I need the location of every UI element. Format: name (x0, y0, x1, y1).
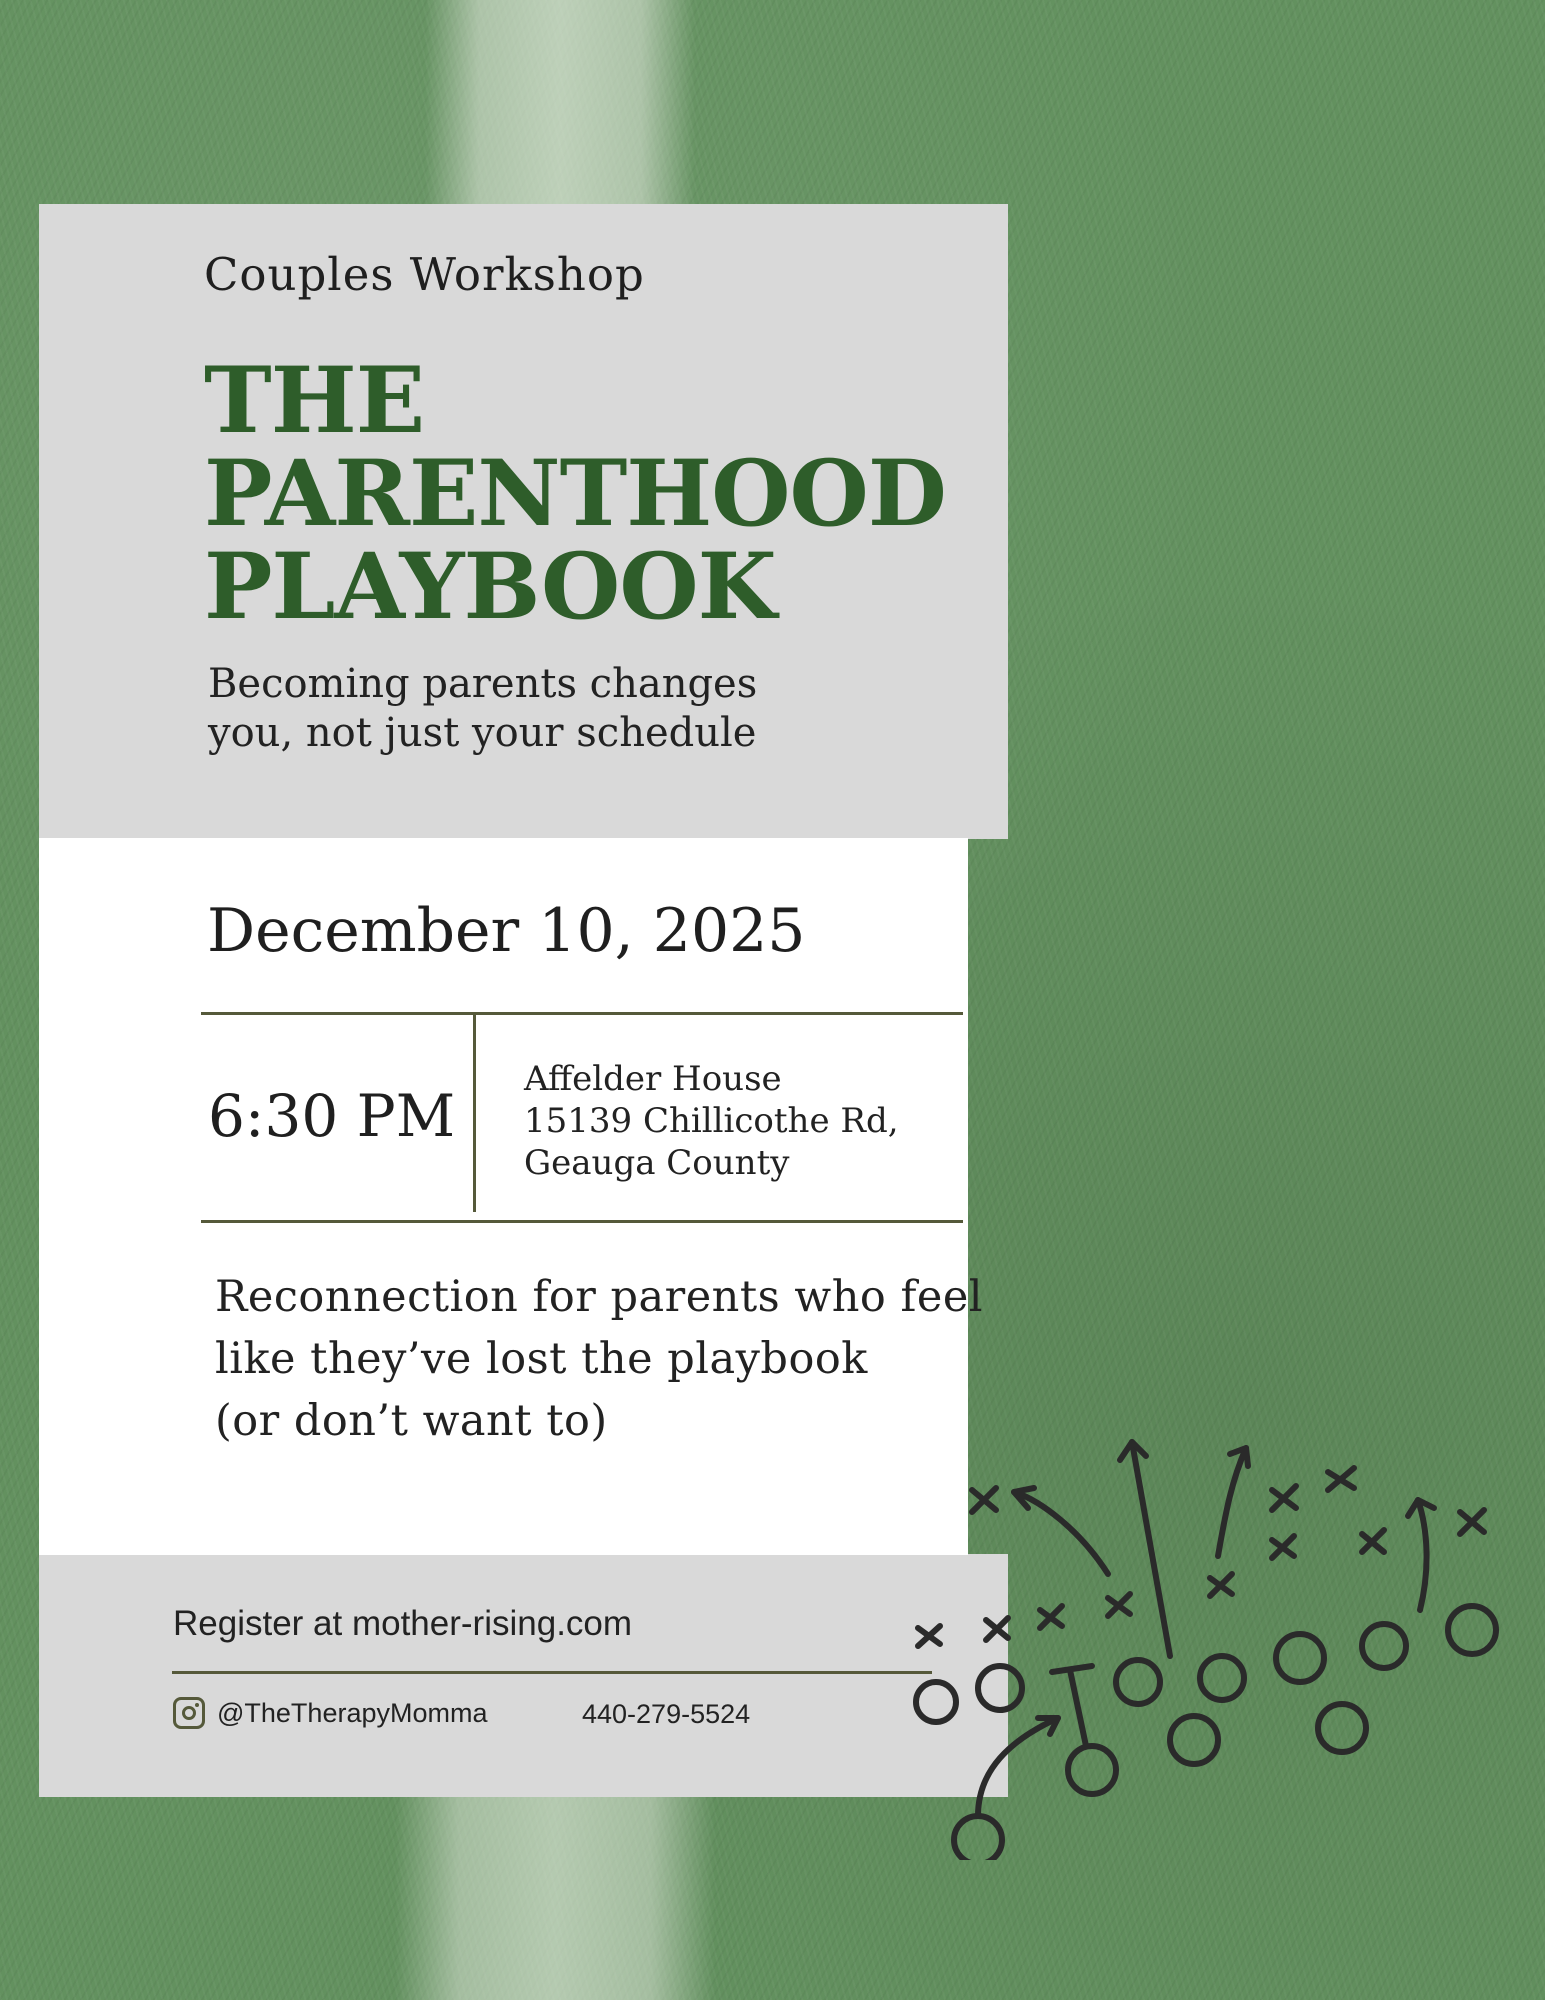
football-play-diagram (900, 1420, 1520, 1860)
venue-line: Geauga County (524, 1143, 790, 1183)
field-line-top (425, 0, 695, 210)
instagram-icon (173, 1697, 205, 1729)
social-handle-text: @TheTherapyMomma (217, 1697, 488, 1728)
divider-top (201, 1012, 963, 1015)
title-line: PLAYBOOK (204, 534, 776, 640)
divider-bottom (201, 1220, 963, 1223)
event-subtitle (208, 660, 908, 758)
venue-line: 15139 Chillicothe Rd, (524, 1101, 899, 1141)
event-time: 6:30 PM (208, 1082, 456, 1150)
divider-vertical (473, 1014, 476, 1212)
register-link[interactable]: Register at mother-rising.com (173, 1604, 633, 1643)
title-line: THE (204, 348, 425, 454)
play-x-marks (918, 1468, 1484, 1646)
subtitle-line: Becoming parents changes (208, 661, 758, 707)
eyebrow-label: Couples Workshop (204, 248, 645, 301)
event-venue (524, 1058, 899, 1184)
description-line: like they’ve lost the playbook (215, 1334, 868, 1384)
footer-panel (39, 1554, 1008, 1797)
event-title (204, 348, 964, 640)
play-o-marks (916, 1606, 1496, 1860)
description-line: Reconnection for parents who feel (215, 1272, 984, 1322)
subtitle-line: you, not just your schedule (208, 710, 757, 756)
venue-line: Affelder House (524, 1059, 782, 1099)
description-line: (or don’t want to) (215, 1396, 608, 1446)
event-description (215, 1266, 984, 1452)
event-date: December 10, 2025 (207, 896, 806, 966)
field-line-bottom (395, 1795, 715, 2000)
title-line: PARENTHOOD (204, 441, 946, 547)
divider-footer (172, 1671, 932, 1674)
phone-number[interactable]: 440-279-5524 (582, 1699, 751, 1729)
social-handle[interactable] (173, 1697, 488, 1729)
